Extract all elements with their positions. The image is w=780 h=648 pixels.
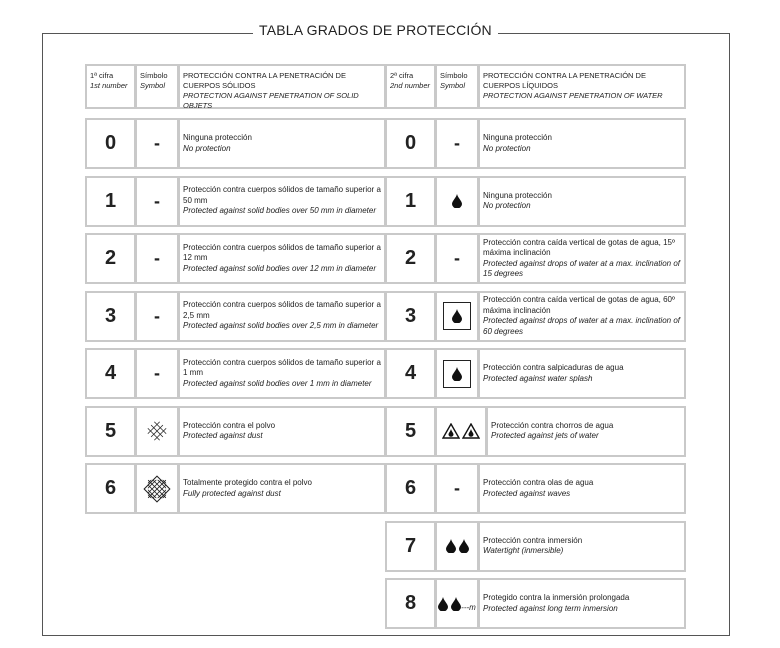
description-es: Protección contra cuerpos sólidos de tamaño superior a 2,5 mm	[183, 300, 381, 320]
dash-symbol: -	[154, 363, 160, 383]
header-symbol-en: Symbol	[440, 81, 466, 90]
liquids-row-3-description	[478, 291, 686, 342]
liquids-row-5-symbol	[435, 406, 487, 457]
solids-row-6-description	[178, 463, 386, 514]
description-en: Protected against jets of water	[491, 431, 599, 440]
solids-row-3-symbol	[135, 291, 179, 342]
solids-row-5-symbol	[135, 406, 179, 457]
description-es: Protección contra olas de agua	[483, 478, 594, 487]
triangle-drops-icon	[442, 423, 480, 439]
header-symbol-es: Símbolo	[140, 71, 168, 80]
box-frame	[443, 360, 471, 388]
header-desc-en: PROTECTION AGAINST PENETRATION OF WATER	[483, 91, 663, 100]
solids-row-2-description	[178, 233, 386, 284]
header-desc-es: PROTECCIÓN CONTRA LA PENETRACIÓN DE CUERPOS LÍQUIDOS	[483, 71, 646, 90]
header-symbol-right	[435, 64, 479, 109]
description-en: Protected against dust	[183, 431, 263, 440]
solids-row-4-number: 4	[85, 348, 136, 399]
liquids-row-0-description	[478, 118, 686, 169]
solids-row-2-number: 2	[85, 233, 136, 284]
description-es: Protección contra cuerpos sólidos de tamaño superior a 1 mm	[183, 357, 381, 378]
liquids-row-6-description	[478, 463, 686, 514]
header-cifra-en: 1st number	[90, 81, 128, 90]
solids-row-4-symbol	[135, 348, 179, 399]
triangle-shape	[462, 423, 480, 439]
description-en: Protected against drops of water at a max. inclination of 15 degrees	[483, 258, 680, 278]
drop-shape	[452, 194, 462, 208]
mesh-shape	[144, 418, 170, 444]
description-es: Totalmente protegido contra el polvo	[183, 478, 312, 487]
header-cifra-en: 2nd number	[390, 81, 431, 90]
description-es: Protección contra el polvo	[183, 420, 276, 430]
solids-row-0-number: 0	[85, 118, 136, 169]
grid-shape	[143, 475, 171, 503]
description-en: Protected against solid bodies over 2,5 mm in diameter	[183, 321, 379, 331]
liquids-row-6-symbol	[435, 463, 479, 514]
description-en: Protected against solid bodies over 1 mm in diameter	[183, 378, 372, 388]
drop-shape	[438, 597, 448, 611]
liquids-row-2-description	[478, 233, 686, 284]
solids-row-6-number: 6	[85, 463, 136, 514]
liquids-row-3-symbol	[435, 291, 479, 342]
dust-grid-icon	[143, 475, 171, 503]
liquids-row-2-number: 2	[385, 233, 436, 284]
boxed-drop-icon	[443, 302, 471, 330]
description-en: No protection	[483, 143, 531, 153]
liquids-row-1-number: 1	[385, 176, 436, 227]
dash-symbol: -	[154, 190, 160, 211]
boxed-drop-icon	[443, 360, 471, 388]
description-en: No protection	[183, 143, 231, 153]
description-en: No protection	[483, 201, 531, 210]
liquids-row-7-symbol	[435, 521, 479, 572]
header-desc-en: PROTECTION AGAINST PENETRATION OF SOLID OBJETS	[183, 91, 359, 110]
description-es: Protección contra caída vertical de gotas de agua, 15º máxima inclinación	[483, 237, 675, 257]
solids-row-2-symbol	[135, 233, 179, 284]
liquids-row-3-number: 3	[385, 291, 436, 342]
header-desc-es: PROTECCIÓN CONTRA LA PENETRACIÓN DE CUERPOS SÓLIDOS	[183, 71, 346, 90]
liquids-row-4-description	[478, 348, 686, 399]
description-es: Protegido contra la inmersión prolongada	[483, 593, 630, 602]
liquids-row-0-number: 0	[385, 118, 436, 169]
dash-symbol: -	[154, 305, 160, 326]
liquids-row-5-description	[486, 406, 686, 457]
header-cifra-right	[385, 64, 436, 109]
description-en: Protected against water splash	[483, 373, 593, 383]
solids-row-0-description	[178, 118, 386, 169]
drop-shape	[452, 367, 462, 381]
header-symbol-es: Símbolo	[440, 71, 468, 80]
triangle-shape	[442, 423, 460, 439]
page-title: TABLA GRADOS DE PROTECCIÓN	[253, 22, 498, 38]
liquids-row-5-number: 5	[385, 406, 436, 457]
liquids-row-4-number: 4	[385, 348, 436, 399]
description-es: Ninguna protección	[483, 133, 552, 142]
liquids-row-2-symbol	[435, 233, 479, 284]
drop-shape	[459, 539, 469, 553]
description-es: Protección contra salpicaduras de agua	[483, 363, 624, 372]
description-en: Protected against waves	[483, 488, 571, 498]
liquids-row-1-symbol	[435, 176, 479, 227]
liquids-row-4-symbol	[435, 348, 479, 399]
liquids-row-0-symbol	[435, 118, 479, 169]
liquids-row-8-number: 8	[385, 578, 436, 629]
description-es: Protección contra inmersión	[483, 535, 583, 545]
dash-symbol: -	[454, 133, 460, 153]
header-desc-right	[478, 64, 686, 109]
liquids-row-7-description	[478, 521, 686, 572]
drop-shape	[446, 539, 456, 553]
description-en: Fully protected against dust	[183, 488, 281, 498]
header-cifra-left	[85, 64, 136, 109]
header-symbol-en: Symbol	[140, 81, 166, 90]
description-en: Protected against long term inmersion	[483, 603, 618, 613]
description-es: Ninguna protección	[483, 190, 552, 200]
description-en: Protected against solid bodies over 12 mm in diameter	[183, 263, 376, 273]
liquids-row-8-description	[478, 578, 686, 629]
liquids-row-8-symbol	[435, 578, 479, 629]
header-cifra-es: 2ª cifra	[390, 71, 414, 80]
description-es: Ninguna protección	[183, 133, 252, 142]
solids-row-4-description	[178, 348, 386, 399]
solids-row-5-number: 5	[85, 406, 136, 457]
dash-symbol: -	[154, 248, 160, 268]
solids-row-6-symbol	[135, 463, 179, 514]
description-es: Protección contra cuerpos sólidos de tamaño superior a 12 mm	[183, 242, 381, 263]
header-symbol-left	[135, 64, 179, 109]
double-drop-icon	[446, 539, 469, 553]
description-en: Watertight (inmersible)	[483, 546, 564, 555]
dash-symbol: -	[454, 248, 460, 268]
solids-row-3-number: 3	[85, 291, 136, 342]
dash-symbol: -	[154, 133, 160, 153]
solids-row-3-description	[178, 291, 386, 342]
drop-shape	[452, 309, 462, 323]
description-es: Protección contra chorros de agua	[491, 420, 614, 430]
description-en: Protected against solid bodies over 50 mm in diameter	[183, 206, 376, 216]
header-desc-left	[178, 64, 386, 109]
description-es: Protección contra caída vertical de gotas de agua, 60º máxima inclinación	[483, 295, 675, 315]
drop-icon	[452, 194, 462, 208]
solids-row-5-description	[178, 406, 386, 457]
dash-symbol: -	[454, 478, 460, 498]
liquids-row-6-number: 6	[385, 463, 436, 514]
solids-row-1-symbol	[135, 176, 179, 227]
description-en: Protected against drops of water at a max. inclination of 60 degrees	[483, 316, 680, 336]
dust-mesh-icon	[144, 418, 170, 444]
liquids-row-7-number: 7	[385, 521, 436, 572]
meter-label: ---m	[461, 603, 476, 612]
header-cifra-es: 1ª cifra	[90, 71, 114, 80]
description-es: Protección contra cuerpos sólidos de tamaño superior a 50 mm	[183, 185, 381, 205]
solids-row-1-number: 1	[85, 176, 136, 227]
box-frame	[443, 302, 471, 330]
double-drop-m-icon	[438, 595, 476, 612]
liquids-row-1-description	[478, 176, 686, 227]
drop-shape	[451, 597, 461, 611]
solids-row-1-description	[178, 176, 386, 227]
solids-row-0-symbol	[135, 118, 179, 169]
